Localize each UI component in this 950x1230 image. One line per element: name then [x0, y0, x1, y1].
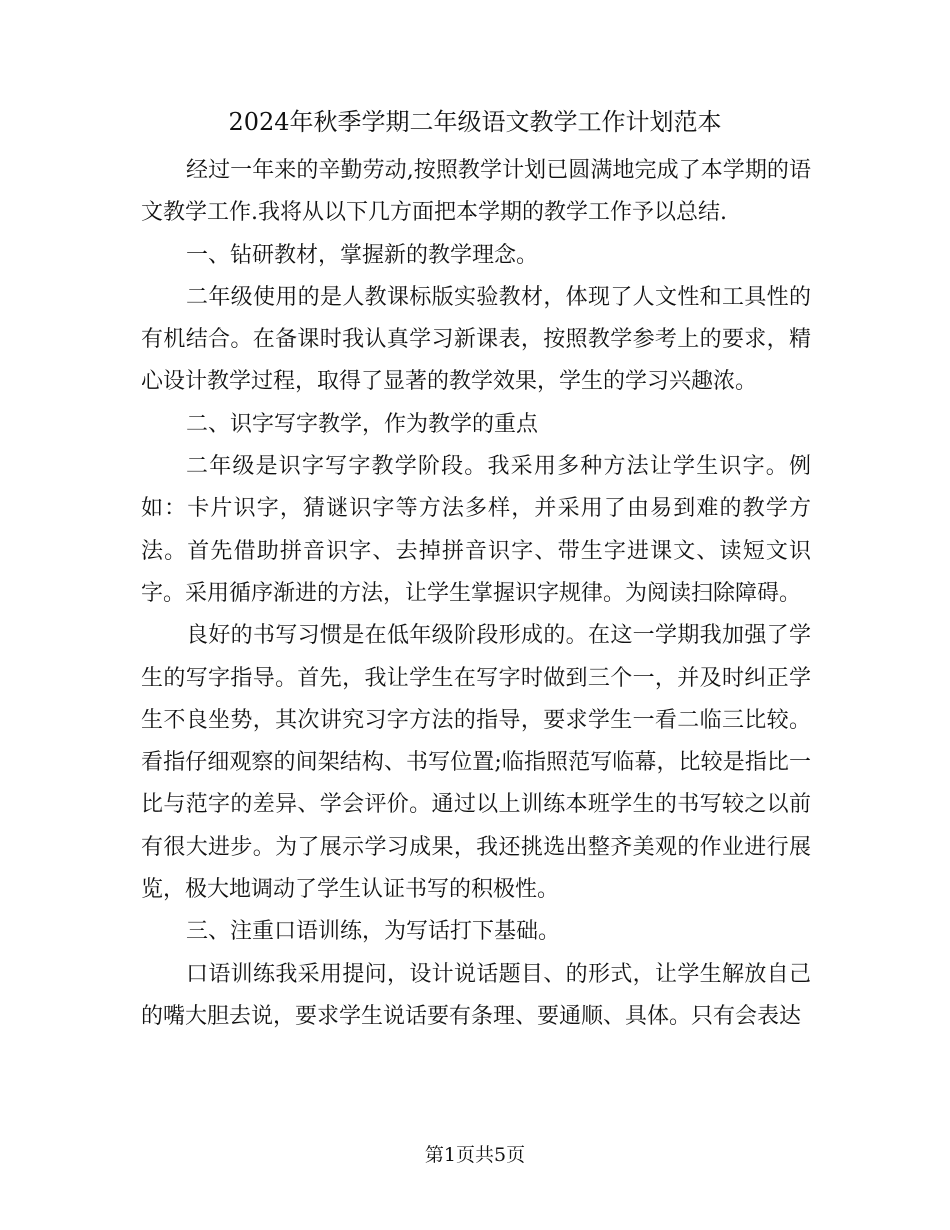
document-body [141, 150, 811, 1038]
paragraph-literacy: 二年级是识字写字教学阶段。我采用多种方法让学生识字。例如：卡片识字，猜谜识字等方法多样，并采用了由易到难的教学方法。首先借助拼音识字、去掉拼音识字、带生字进课文、读短文识字。采用循序渐进的方法，让学生掌握识字规律。为阅读扫除障碍。 [141, 454, 811, 606]
section-heading-3: 三、注重口语训练，为写话打下基础。 [186, 919, 561, 945]
paragraph-intro: 经过一年来的辛勤劳动,按照教学计划已圆满地完成了本学期的语文教学工作.我将从以下几方面把本学期的教学工作予以总结. [141, 158, 811, 226]
section-heading-2: 二、识字写字教学，作为教学的重点 [186, 411, 539, 437]
paragraph-oral-training: 口语训练我采用提问，设计说话题目、的形式，让学生解放自己的嘴大胆去说，要求学生说话要有条理、要通顺、具体。只有会表达 [141, 961, 811, 1029]
section-heading-1: 一、钻研教材，掌握新的教学理念。 [186, 242, 539, 268]
paragraph-textbook: 二年级使用的是人教课标版实验教材，体现了人文性和工具性的有机结合。在备课时我认真学习新课表，按照教学参考上的要求，精心设计教学过程，取得了显著的教学效果，学生的学习兴趣浓。 [141, 284, 811, 395]
document-title: 2024年秋季学期二年级语文教学工作计划范本 [228, 108, 722, 136]
paragraph-writing-habits: 良好的书写习惯是在低年级阶段形成的。在这一学期我加强了学生的写字指导。首先，我让学生在写字时做到三个一，并及时纠正学生不良坐势，其次讲究习字方法的指导，要求学生一看二临三比较。看指仔细观察的间架结构、书写位置;临指照范写临幕，比较是指比一比与范字的差异、学会评价。通过以上训练本班学生的书写较之以前有很大进步。为了展示学习成果，我还挑选出整齐美观的作业进行展览，极大地调动了学生认证书写的积极性。 [141, 623, 811, 903]
page-number-footer: 第1页共5页 [424, 1144, 526, 1166]
